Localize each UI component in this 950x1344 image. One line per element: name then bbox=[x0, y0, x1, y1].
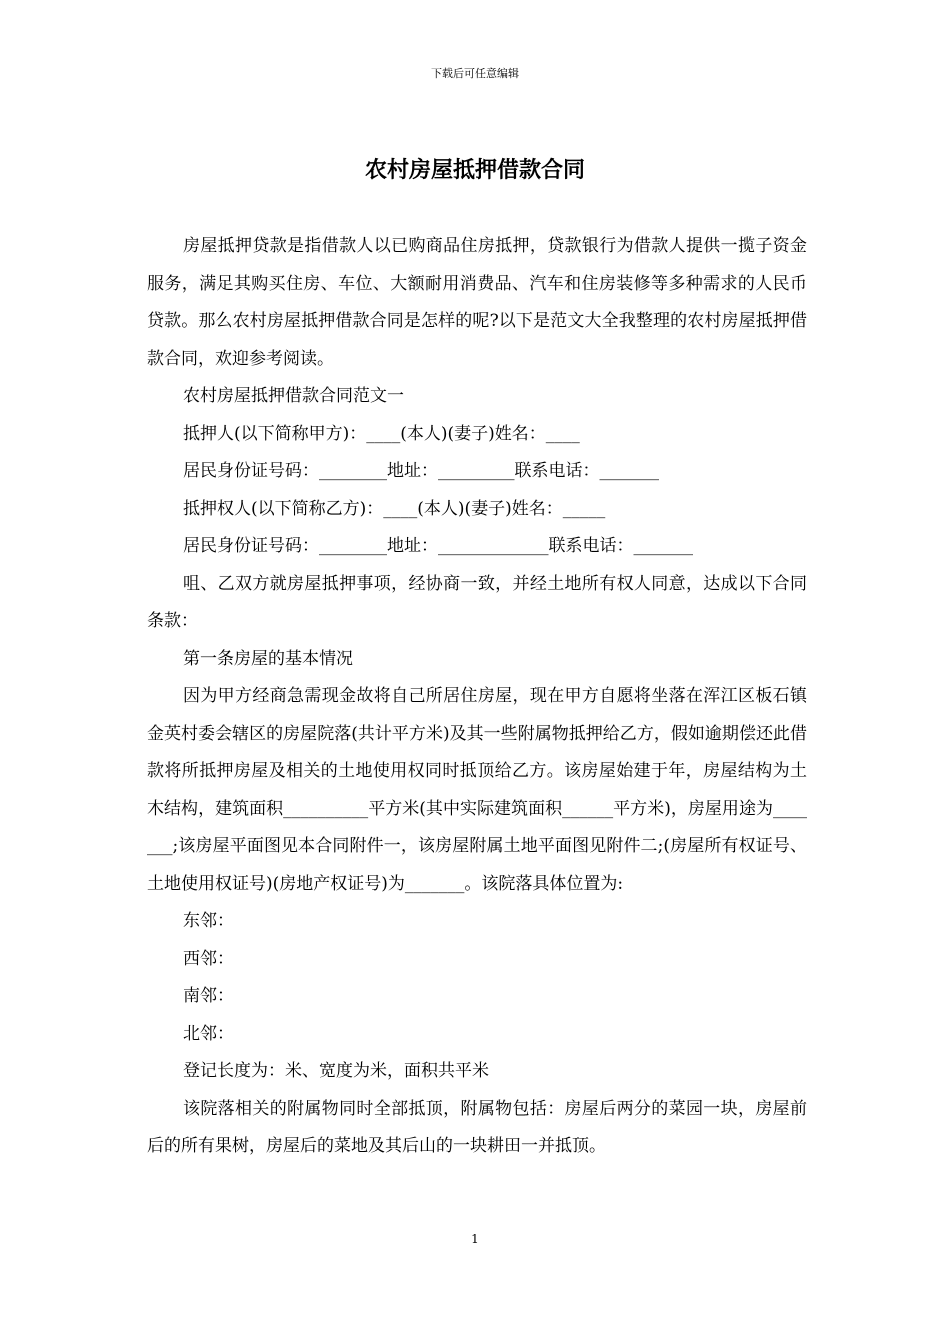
south-neighbor-line: 南邻： bbox=[183, 986, 234, 1006]
section-heading-sample-one: 农村房屋抵押借款合同范文一 bbox=[183, 386, 404, 406]
intro-paragraph: 房屋抵押贷款是指借款人以已购商品住房抵押，贷款银行为借款人提供一揽子资金服务，满足其购买住房、车位、大额耐用消费品、汽车和住房装修等多种需求的人民币贷款。那么农村房屋抵押借款合同是怎样的呢?以下是范文大全我整理的农村房屋抵押借款合同，欢迎参考阅读。 bbox=[147, 236, 807, 369]
page-number: 1 bbox=[471, 1232, 479, 1246]
page-header-note: 下载后可任意编辑 bbox=[431, 67, 519, 80]
document-body bbox=[147, 228, 807, 1166]
document-title: 农村房屋抵押借款合同 bbox=[364, 158, 585, 183]
west-neighbor-line: 西邻： bbox=[183, 948, 234, 969]
north-neighbor-line: 北邻： bbox=[183, 1023, 234, 1044]
mortgagee-id-line: 居民身份证号码：________地址：_____________联系电话：_______ bbox=[183, 536, 693, 556]
registered-size-line: 登记长度为：米、宽度为米，面积共平米 bbox=[183, 1061, 489, 1081]
mortgagor-line: 抵押人(以下简称甲方)：____(本人)(妻子)姓名：____ bbox=[183, 423, 580, 444]
mortgagor-id-line: 居民身份证号码：________地址：_________联系电话：_______ bbox=[183, 461, 659, 481]
mortgagee-line: 抵押权人(以下简称乙方)：____(本人)(妻子)姓名：_____ bbox=[183, 498, 606, 519]
attachments-paragraph: 该院落相关的附属物同时全部抵顶，附属物包括：房屋后两分的菜园一块，房屋前后的所有果树，房屋后的菜地及其后山的一块耕田一并抵顶。 bbox=[147, 1098, 807, 1156]
east-neighbor-line: 东邻： bbox=[183, 911, 234, 931]
article-one-heading: 第一条房屋的基本情况 bbox=[183, 648, 353, 669]
agreement-paragraph: 咀、乙双方就房屋抵押事项，经协商一致，并经土地所有权人同意，达成以下合同条款： bbox=[147, 573, 807, 631]
article-one-paragraph: 因为甲方经商急需现金故将自己所居住房屋，现在甲方自愿将坐落在浑江区板石镇金英村委会辖区的房屋院落(共计平方米)及其一些附属物抵押给乙方，假如逾期偿还此借款将所抵押房屋及相关的土地使用权同时抵顶给乙方。该房屋始建于年，房屋结构为土木结构，建筑面积__________平方米(其中实际建筑面积______平方米)，房屋用途为_______;该房屋平面图见本合同附件一，该房屋附属土地平面图见附件二;(房屋所有权证号、土地使用权证号)(房地产权证号)为_______。该院落具体位置为: bbox=[147, 686, 807, 894]
